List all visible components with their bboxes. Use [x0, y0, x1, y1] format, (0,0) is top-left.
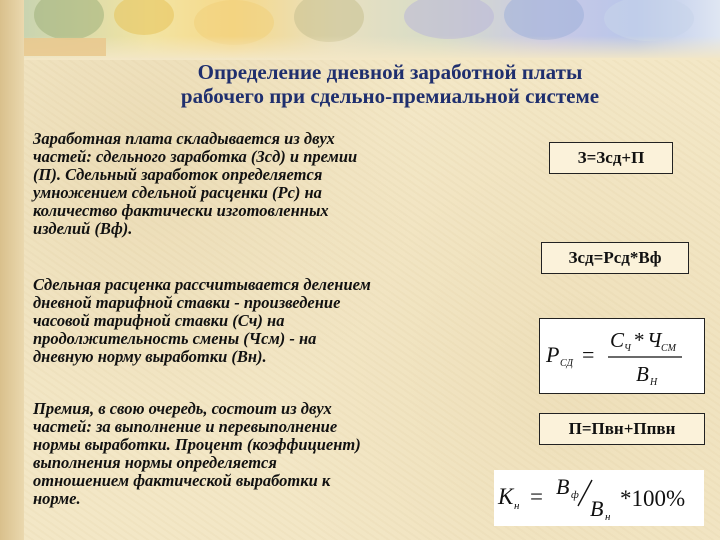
coef-symbol: К: [498, 484, 514, 509]
formula-norm-coefficient: [494, 470, 704, 526]
norm-coefficient-fraction: [494, 470, 704, 526]
percent-multiplier: *100%: [620, 486, 686, 511]
numerator-b: Ч: [647, 328, 662, 352]
numerator-a-subscript: Ч: [624, 343, 631, 354]
paragraph-bonus: [33, 400, 533, 508]
text-line: отношением фактической выработки к: [33, 471, 331, 490]
numerator-a: С: [610, 328, 625, 352]
numerator-b-subscript: СМ: [661, 343, 676, 354]
text-line: выполнения нормы определяется: [33, 453, 277, 472]
paragraph-piece-rate: [33, 276, 533, 366]
coef-subscript: н: [514, 500, 520, 512]
denominator: В: [590, 496, 604, 521]
formula-piece-rate: [539, 318, 705, 394]
numerator-subscript: ф: [571, 489, 579, 501]
text-line: Сдельная расценка рассчитывается делением: [33, 275, 371, 294]
corner-decoration: [24, 38, 106, 56]
multiply-sign: *: [634, 328, 645, 352]
formula-bonus: П=Пвн+Ппвн: [539, 413, 705, 445]
title-line-1: Определение дневной заработной платы: [197, 60, 583, 84]
text-line: продолжительность смены (Чсм) - на: [33, 329, 317, 348]
denominator: В: [636, 362, 649, 386]
text-line: количество фактически изготовленных: [33, 201, 329, 220]
text-line: умножением сдельной расценки (Рс) на: [33, 183, 322, 202]
title-line-2: рабочего при сдельно-премиальной системе: [180, 84, 600, 108]
formula-total-wage: З=Зсд+П: [549, 142, 673, 174]
text-line: Премия, в свою очередь, состоит из двух: [33, 399, 332, 418]
text-line: дневной тарифной ставки - произведение: [33, 293, 341, 312]
text-line: норме.: [33, 489, 81, 508]
lhs-symbol: Р: [546, 342, 560, 367]
text-line: (П). Сдельный заработок определяется: [33, 165, 323, 184]
piece-rate-fraction: [540, 319, 704, 393]
text-line: частей: за выполнение и перевыполнение: [33, 417, 338, 436]
equals-sign: =: [530, 484, 543, 509]
text-line: частей: сдельного заработка (Зсд) и премии: [33, 147, 358, 166]
slide-title: [90, 60, 690, 108]
banner-fade: [24, 36, 720, 60]
numerator: В: [556, 474, 570, 499]
text-line: часовой тарифной ставки (Сч) на: [33, 311, 285, 330]
denominator-subscript: н: [605, 511, 611, 523]
text-line: Заработная плата складывается из двух: [33, 129, 335, 148]
left-decorative-strip: [0, 0, 24, 540]
text-line: нормы выработки. Процент (коэффициент): [33, 435, 361, 454]
text-line: изделий (Вф).: [33, 219, 133, 238]
text-line: дневную норму выработки (Вн).: [33, 347, 267, 366]
denominator-subscript: Н: [650, 377, 658, 388]
paragraph-wage-parts: [33, 130, 533, 238]
lhs-subscript: СД: [560, 358, 574, 369]
formula-piece-earnings: Зсд=Рсд*Вф: [541, 242, 689, 274]
equals-sign: =: [582, 342, 595, 367]
